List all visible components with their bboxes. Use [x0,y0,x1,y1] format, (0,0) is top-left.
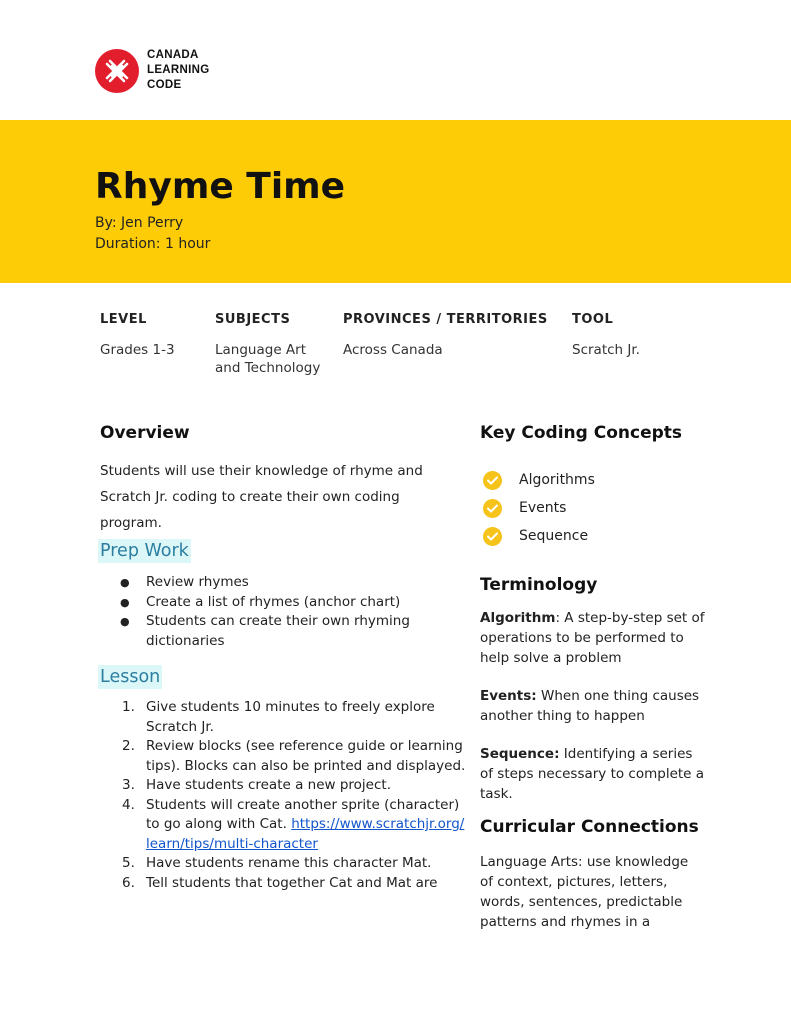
step-text: Review blocks (see reference guide or learning tips). Blocks can also be printed and displayed. [146,738,466,774]
concept-label: Algorithms [519,472,595,488]
canada-learning-code-logo-icon [95,49,139,93]
info-heading: PROVINCES / TERRITORIES [343,312,548,327]
step-number: 3. [122,777,135,793]
lesson-step [116,776,466,796]
prep-work-heading: Prep Work [100,541,189,561]
step-text: Have students rename this character Mat. [146,855,432,871]
info-value: Grades 1-3 [100,342,175,358]
info-heading: LEVEL [100,312,147,327]
info-value: Language Art and Technology [215,342,321,376]
step-number: 2. [122,738,135,754]
check-icon [483,527,502,546]
brand-wordmark [147,48,209,93]
lesson-step [116,796,466,855]
term-definition [480,744,705,804]
curricular-connections-heading: Curricular Connections [480,817,699,837]
brand-line: LEARNING [147,64,210,76]
page-title: Rhyme Time [95,166,346,207]
concept-item [480,466,595,494]
concept-item [480,494,595,522]
lesson-step [116,874,466,894]
info-value: Across Canada [343,342,443,358]
info-tool [572,312,682,359]
info-heading: TOOL [572,312,614,327]
prep-work-list [118,573,418,651]
key-coding-concepts-heading: Key Coding Concepts [480,423,683,443]
check-icon [483,471,502,490]
step-text: Have students create a new project. [146,777,391,793]
duration-line: Duration: 1 hour [95,236,211,252]
check-icon [483,499,502,518]
list-item: ● Review rhymes [118,573,418,593]
step-number: 4. [122,796,135,813]
term-definition [480,686,705,726]
lesson-step [116,698,466,737]
step-text: Tell students that together Cat and Mat are [146,874,438,891]
info-level [100,312,205,359]
info-subjects [215,312,333,377]
info-heading: SUBJECTS [215,312,291,327]
term-name: Algorithm [480,610,556,626]
concepts-list [480,466,595,550]
term-separator: : [555,610,560,626]
multi-character-tips-link[interactable]: https://www.scratchjr.org/learn/tips/multi-character [146,816,465,852]
term-text: Identifying a series of steps necessary to complete a task. [480,746,705,802]
terminology-heading: Terminology [480,575,598,595]
term-definition [480,608,705,668]
list-item: ● Students can create their own rhyming dictionaries [118,612,418,651]
brand-line: CANADA [147,49,199,61]
term-text: When one thing causes another thing to happen [480,688,700,724]
overview-heading: Overview [100,423,190,443]
info-value: Scratch Jr. [572,342,640,358]
step-number: 1. [122,699,135,715]
lesson-heading: Lesson [100,667,161,687]
curricular-text: Language Arts: use knowledge of context, pictures, letters, words, sentences, predictable patterns and rhymes in a [480,854,689,930]
concept-label: Events [519,500,567,516]
brand-logo [95,48,209,93]
term-text: A step-by-step set of operations to be performed to help solve a problem [480,610,705,666]
term-name: Events: [480,688,537,704]
info-provinces [343,312,558,359]
lesson-steps [116,698,466,893]
overview-text: Students will use their knowledge of rhyme and Scratch Jr. coding to create their own coding program. [100,463,423,531]
author-line: By: Jen Perry [95,215,184,231]
term-name: Sequence: [480,746,560,762]
step-number: 5. [122,855,135,871]
lesson-step [116,737,466,776]
list-item: ● Create a list of rhymes (anchor chart) [118,593,418,613]
step-text: Give students 10 minutes to freely explore Scratch Jr. [146,699,435,735]
step-text: Students will create another sprite (character) to go along with Cat. [146,796,460,832]
concept-label: Sequence [519,528,589,544]
brand-line: CODE [147,79,182,91]
step-number: 6. [122,874,135,891]
concept-item [480,522,595,550]
lesson-step [116,854,466,874]
